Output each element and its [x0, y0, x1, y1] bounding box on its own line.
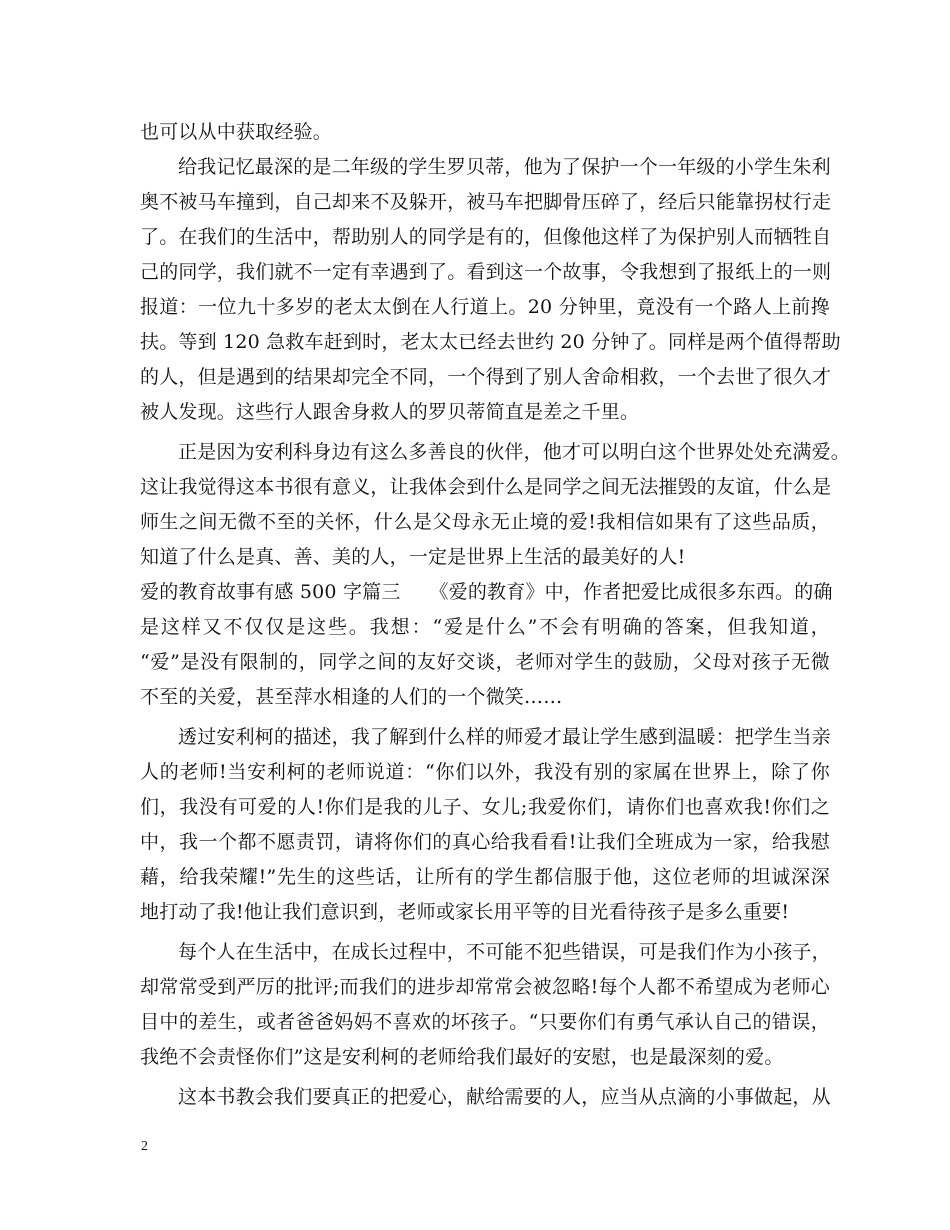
page-number: 2 [141, 1139, 148, 1154]
text-line: 报道：一位九十多岁的老太太倒在人行道上。20 分钟里，竟没有一个路人上前搀 [140, 296, 830, 318]
text-line: 目中的差生，或者爸爸妈妈不喜欢的坏孩子。“只要你们有勇气承认自己的错误， [140, 1011, 830, 1033]
text-line: 是这样又不仅仅是这些。我想：“爱是什么”不会有明确的答案，但我知道， [140, 616, 830, 638]
text-line: 这本书教会我们要真正的把爱心，献给需要的人，应当从点滴的小事做起，从 [178, 1086, 831, 1108]
text-line: 我绝不会责怪你们”这是安利柯的老师给我们最好的安慰，也是最深刻的爱。 [140, 1046, 784, 1068]
text-line: 透过安利柯的描述，我了解到什么样的师爱才最让学生感到温暖：把学生当亲 [178, 726, 831, 748]
text-line: 的人，但是遇到的结果却完全不同，一个得到了别人舍命相救，一个去世了很久才 [140, 366, 832, 388]
text-line: 中，我一个都不愿责罚，请将你们的真心给我看看!让我们全班成为一家，给我慰 [140, 831, 830, 853]
section-heading-line: 爱的教育故事有感 500 字篇三 《爱的教育》中，作者把爱比成很多东西。的确 [140, 581, 833, 603]
text-line: 知道了什么是真、善、美的人，一定是世界上生活的最美好的人! [140, 546, 686, 568]
text-line: 藉，给我荣耀!”先生的这些话，让所有的学生都信服于他，这位老师的坦诚深深 [140, 866, 830, 888]
text-line: 被人发现。这些行人跟舍身救人的罗贝蒂简直是差之千里。 [140, 401, 640, 423]
text-line: 这让我觉得这本书很有意义，让我体会到什么是同学之间无法摧毁的友谊，什么是 [140, 476, 832, 498]
text-line: 也可以从中获取经验。 [140, 121, 333, 143]
text-line: 奥不被马车撞到，自己却来不及躲开，被马车把脚骨压碎了，经后只能靠拐杖行走 [140, 191, 832, 213]
text-line: 正是因为安利科身边有这么多善良的伙伴，他才可以明白这个世界处处充满爱。 [178, 441, 851, 463]
text-line: 不至的关爱，甚至萍水相逢的人们的一个微笑…… [140, 686, 563, 708]
text-line: 地打动了我!他让我们意识到，老师或家长用平等的目光看待孩子是多么重要! [140, 901, 790, 923]
text-line: 给我记忆最深的是二年级的学生罗贝蒂，他为了保护一个一年级的小学生朱利 [178, 156, 831, 178]
text-line: 己的同学，我们就不一定有幸遇到了。看到这一个故事，令我想到了报纸上的一则 [140, 261, 832, 283]
text-line: 师生之间无微不至的关怀，什么是父母永无止境的爱!我相信如果有了这些品质， [140, 511, 830, 533]
text-line: 扶。等到 120 急救车赶到时，老太太已经去世约 20 分钟了。同样是两个值得帮助 [140, 331, 841, 353]
text-line: 人的老师!当安利柯的老师说道：“你们以外，我没有别的家属在世界上，除了你 [140, 761, 830, 783]
text-line: “爱”是没有限制的，同学之间的友好交谈，老师对学生的鼓励，父母对孩子无微 [140, 651, 830, 673]
text-line: 却常常受到严厉的批评;而我们的进步却常常会被忽略!每个人都不希望成为老师心 [140, 976, 830, 998]
text-line: 了。在我们的生活中，帮助别人的同学是有的，但像他这样了为保护别人而牺牲自 [140, 226, 832, 248]
text-line: 每个人在生活中，在成长过程中，不可能不犯些错误，可是我们作为小孩子， [178, 941, 831, 963]
text-line: 们，我没有可爱的人!你们是我的儿子、女儿;我爱你们，请你们也喜欢我!你们之 [140, 796, 830, 818]
